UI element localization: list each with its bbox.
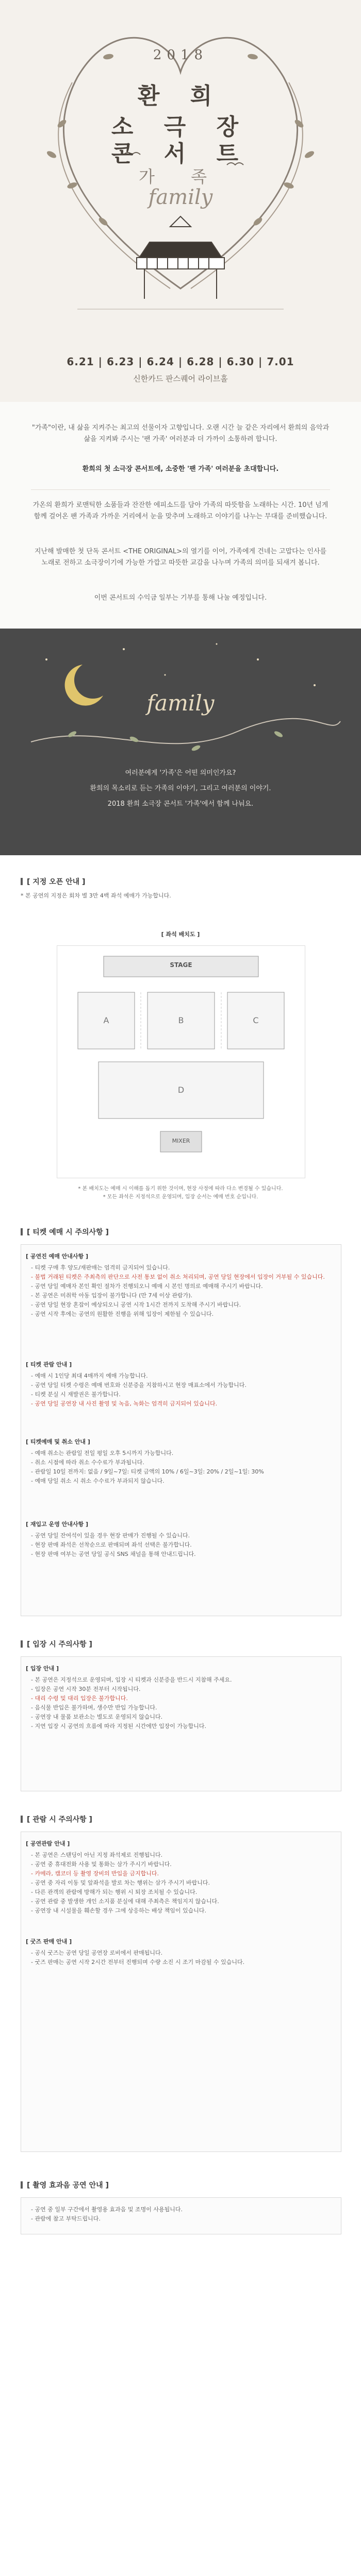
viewing-section-title-text: [ 관람 시 주의사항 ]	[27, 1816, 92, 1824]
intro-paragraph-4: 지난해 발매한 첫 단독 콘서트 <THE ORIGINAL>의 열기를 이어, 가족에게 건네는 고맙다는 인사를 노래로 전하고 소극장이기에 가능한 가깝고 따뜻한 교감을 나누며 가족의 의미를 되새겨 봅니다.	[34, 548, 327, 567]
ticket-item: - 티켓 구매 후 양도/재판매는 엄격히 금지되어 있습니다.	[31, 1264, 170, 1271]
seat-caption-2: * 모든 좌석은 지정석으로 운영되며, 입장 순서는 예매 번호 순입니다.	[103, 1194, 258, 1200]
ticket-subhead-1: [ 공연진 예매 안내사항 ]	[26, 1253, 89, 1260]
ticket-subhead-4: [ 재입고 운영 안내사항 ]	[26, 1521, 89, 1528]
ticket-item: - 공연 당일 공연장 내 사진 촬영 및 녹음, 녹화는 엄격히 금지되어 있습니다.	[31, 1400, 218, 1407]
ticket-section-title	[21, 1226, 109, 1239]
entry-subhead: [ 입장 안내 ]	[26, 1665, 59, 1672]
viewing-item: - 다른 관객의 관람에 방해가 되는 행위 시 퇴장 조치될 수 있습니다.	[31, 1889, 198, 1895]
entry-item: - 입장은 공연 시작 30분 전부터 시작됩니다.	[31, 1686, 141, 1692]
viewing-item: - 공연 관람 중 발생한 개인 소지품 분실에 대해 주최측은 책임지지 않습니다.	[31, 1898, 219, 1905]
seat-section-title-text: [ 지정 오픈 안내 ]	[27, 878, 86, 886]
ticket-item: - 공연 당일 예매자 본인 확인 절차가 진행되오니 예매 시 본인 명의로 예매해 주시기 바랍니다.	[31, 1283, 263, 1290]
viewing-item: - 카메라, 캠코더 등 촬영 장비의 반입을 금지합니다.	[31, 1870, 159, 1877]
ticket-list-2	[31, 1371, 335, 1409]
seat-map-title: [ 좌석 배치도 ]	[161, 931, 200, 938]
viewing-subhead-1: [ 공연관람 안내 ]	[26, 1840, 70, 1847]
ticket-item: - 공연 당일 티켓 수령은 예매 번호와 신분증을 지참하시고 현장 매표소에서 가능합니다.	[31, 1382, 247, 1388]
concert-venue: 신한카드 판스퀘어 라이브홀	[133, 374, 228, 383]
title-line-2: 소 극 장	[111, 114, 250, 140]
title-line-1: 환 희	[137, 83, 224, 109]
effects-section-title-text: [ 촬영 효과음 공연 안내 ]	[27, 2181, 109, 2190]
intro-paragraph-3: 가온의 환희가 로맨틱한 소품들과 잔잔한 에피소드를 담아 가족의 따뜻함을 노래하는 시간. 10년 넘게 함께 걸어온 팬 가족과 가까운 거리에서 눈을 맞추며 노래하고 이야기를 나누는 무대를 준비했습니다.	[32, 501, 329, 520]
effects-item: - 공연 중 일부 구간에서 촬영용 효과음 및 조명이 사용됩니다.	[31, 2206, 183, 2213]
zone-a-label: A	[103, 1015, 109, 1025]
family-illustration	[0, 629, 361, 855]
ticket-item: - 예매 당일 취소 시 취소 수수료가 부과되지 않습니다.	[31, 1478, 165, 1484]
entry-item: - 음식물 반입은 불가하며, 생수만 반입 가능합니다.	[31, 1704, 157, 1711]
intro-section	[0, 402, 361, 629]
ticket-item: - 취소 시점에 따라 취소 수수료가 부과됩니다.	[31, 1459, 144, 1466]
effects-section-title	[21, 2179, 109, 2192]
goods-subhead: [ 굿즈 판매 안내 ]	[26, 1938, 72, 1945]
intro-paragraph-5: 이번 콘서트의 수익금 일부는 기부를 통해 나눌 예정입니다.	[94, 594, 267, 602]
entry-section-title	[21, 1638, 92, 1651]
ticket-list-3	[31, 1449, 335, 1486]
entry-item: - 본 공연은 지정석으로 운영되며, 입장 시 티켓과 신분증을 반드시 지참해 주세요.	[31, 1676, 232, 1683]
ticket-item: - 예매 취소는 관람일 전일 평일 오후 5시까지 가능합니다.	[31, 1450, 174, 1456]
zone-c-label: C	[253, 1015, 259, 1025]
ticket-item: - 공연 당일 잔여석이 있을 경우 현장 판매가 진행될 수 있습니다.	[31, 1532, 190, 1539]
family-script: family	[146, 690, 215, 716]
viewing-list	[31, 1851, 335, 1916]
entry-item: - 공연장 내 물품 보관소는 별도로 운영되지 않습니다.	[31, 1714, 163, 1720]
mixer-label: MIXER	[172, 1138, 190, 1144]
ticket-item: - 본 공연은 미취학 아동 입장이 불가합니다 (만 7세 이상 관람가).	[31, 1292, 193, 1299]
zone-b-label: B	[178, 1015, 184, 1025]
goods-item: - 굿즈 판매는 공연 시작 2시간 전부터 진행되며 수량 소진 시 조기 마감될 수 있습니다.	[31, 1959, 245, 1965]
viewing-item: - 공연장 내 시설물을 훼손할 경우 그에 상응하는 배상 책임이 있습니다.	[31, 1907, 206, 1914]
viewing-item: - 공연 중 자리 이동 및 앞좌석을 발로 차는 행위는 삼가 주시기 바랍니다.	[31, 1879, 210, 1886]
seat-map	[57, 945, 305, 1178]
viewing-section-title	[21, 1814, 92, 1826]
title-line-3: 콘 서 트	[111, 141, 250, 167]
ticket-subhead-3: [ 티켓예매 및 취소 안내 ]	[26, 1438, 90, 1445]
entry-list	[31, 1675, 335, 1731]
ticket-item: - 공연 당일 현장 혼잡이 예상되오니 공연 시작 1시간 전까지 도착해 주시기 바랍니다.	[31, 1301, 241, 1308]
intro-paragraph-2: 환희의 첫 소극장 콘서트에, 소중한 '팬 가족' 여러분을 초대합니다.	[82, 465, 279, 473]
effects-list	[31, 2205, 335, 2224]
ticket-subhead-2: [ 티켓 관람 안내 ]	[26, 1361, 72, 1368]
theme-script: family	[148, 185, 213, 209]
viewing-item: - 본 공연은 스탠딩이 아닌 지정 좌석제로 진행됩니다.	[31, 1852, 163, 1858]
zone-d-label: D	[177, 1085, 185, 1095]
entry-item: - 지연 입장 시 공연의 흐름에 따라 지정된 시간에만 입장이 가능합니다.	[31, 1723, 206, 1730]
family-text-2: 환희의 목소리로 듣는 가족의 이야기, 그리고 여러분의 이야기.	[90, 785, 271, 792]
seat-caption-1: * 본 배치도는 예매 시 이해를 돕기 위한 것이며, 현장 사정에 따라 다소 변경될 수 있습니다.	[78, 1186, 283, 1192]
seat-section-title	[21, 876, 85, 888]
family-text-1: 여러분에게 '가족'은 어떤 의미인가요?	[125, 769, 236, 777]
viewing-item: - 공연 중 휴대전화 사용 및 통화는 삼가 주시기 바랍니다.	[31, 1861, 172, 1868]
ticket-list-1	[31, 1263, 335, 1319]
effects-item: - 관람에 참고 부탁드립니다.	[31, 2215, 101, 2222]
seat-section-note: * 본 공연의 지정은 회차 별 3만 4백 좌석 예매가 가능합니다.	[21, 892, 171, 899]
intro-paragraph-1: "가족"이란, 내 삶을 지켜주는 최고의 선물이자 고향입니다. 오랜 시간 늘 같은 자리에서 환희의 음악과 삶을 지켜봐 주시는 '팬 가족' 여러분과 더 가까이 소통하려 합니다.	[31, 424, 330, 443]
entry-section-title-text: [ 입장 시 주의사항 ]	[27, 1640, 92, 1649]
concert-dates: 6.21 | 6.23 | 6.24 | 6.28 | 6.30 | 7.01	[67, 355, 294, 368]
ticket-item: - 불법 거래된 티켓은 주최측의 판단으로 사전 통보 없이 취소 처리되며, 공연 당일 현장에서 입장이 거부될 수 있습니다.	[31, 1274, 325, 1280]
ticket-item: - 현장 판매 좌석은 선착순으로 판매되며 좌석 선택은 불가합니다.	[31, 1541, 192, 1548]
ticket-item: - 현장 판매 여부는 공연 당일 공식 SNS 채널을 통해 안내드립니다.	[31, 1551, 196, 1557]
family-section	[0, 629, 361, 855]
concert-year: 2018	[153, 47, 208, 63]
theme-korean: 가 족	[139, 167, 222, 187]
ticket-item: - 공연 시작 후에는 공연의 원활한 진행을 위해 입장이 제한될 수 있습니다.	[31, 1311, 214, 1317]
ticket-section-title-text: [ 티켓 예매 시 주의사항 ]	[27, 1228, 109, 1236]
entry-item: - 대리 수령 및 대리 입장은 불가합니다.	[31, 1695, 128, 1702]
goods-list	[31, 1948, 335, 1967]
stage-label: STAGE	[170, 961, 192, 969]
ticket-item: - 예매 시 1인당 최대 4매까지 예매 가능합니다.	[31, 1372, 148, 1379]
intro-divider	[31, 489, 330, 490]
ticket-list-4	[31, 1531, 335, 1559]
family-text-3: 2018 환희 소극장 콘서트 '가족'에서 함께 나눠요.	[107, 800, 254, 808]
hero-section	[0, 0, 361, 402]
ticket-item: - 관람일 10일 전까지: 없음 / 9일~7일: 티켓 금액의 10% / 6일~3일: 20% / 2일~1일: 30%	[31, 1468, 264, 1475]
seat-map-caption	[57, 1185, 304, 1201]
ticket-item: - 티켓 분실 시 재발권은 불가합니다.	[31, 1391, 121, 1398]
goods-item: - 공식 굿즈는 공연 당일 공연장 로비에서 판매됩니다.	[31, 1950, 163, 1956]
